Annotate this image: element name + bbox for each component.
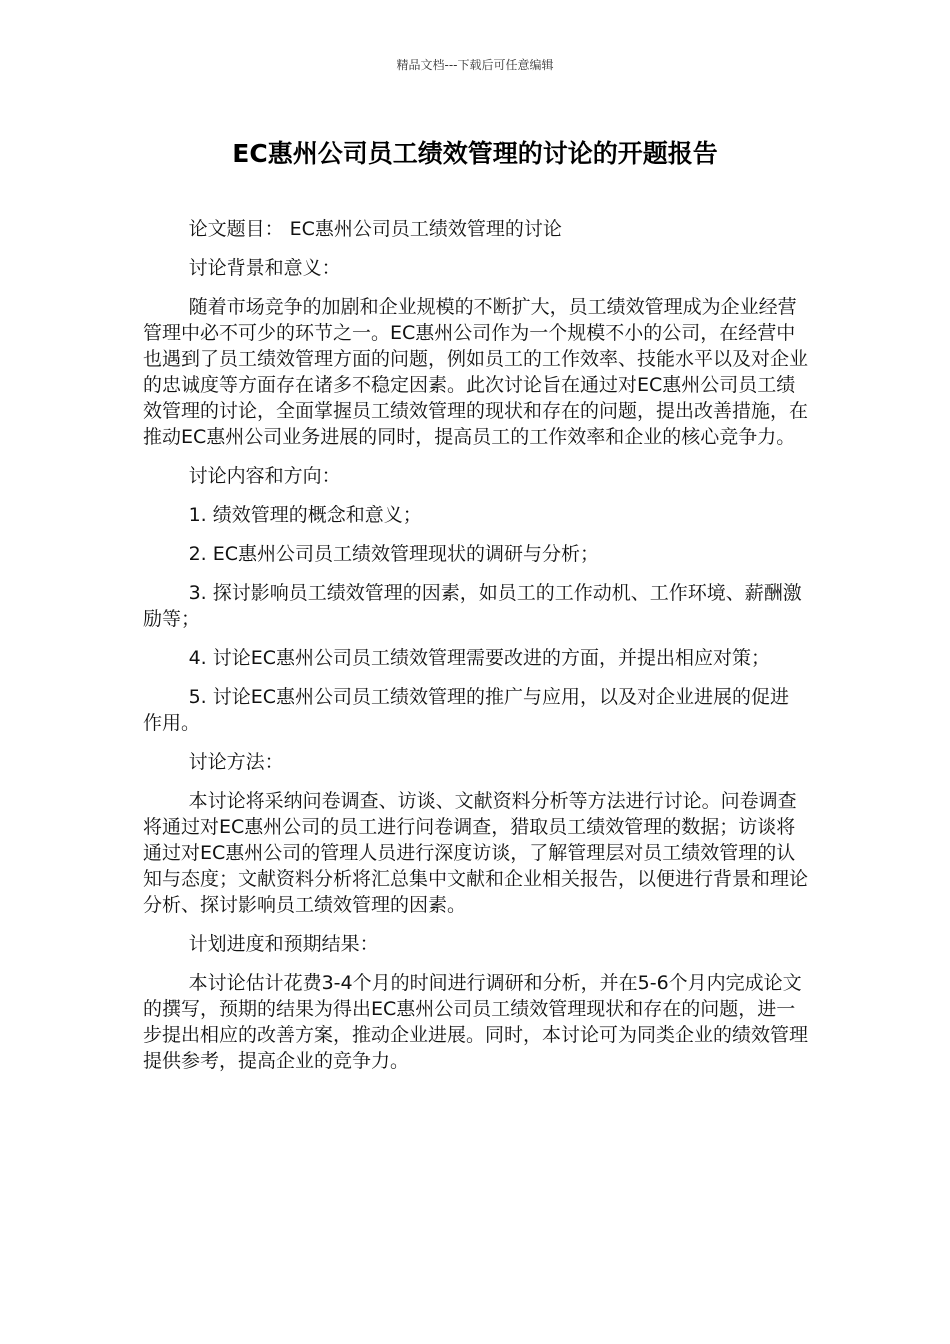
background-paragraph: 随着市场竞争的加剧和企业规模的不断扩大，员工绩效管理成为企业经营管理中必不可少的环节之一。EC惠州公司作为一个规模不小的公司，在经营中也遇到了员工绩效管理方面的问题，例如员工的工作效率、技能水平以及对企业的忠诚度等方面存在诸多不稳定因素。此次讨论旨在通过对EC惠州公司员工绩效管理的讨论，全面掌握员工绩效管理的现状和存在的问题，提出改善措施，在推动EC惠州公司业务进展的同时，提高员工的工作效率和企业的核心竞争力。	[143, 296, 809, 448]
document-title: EC惠州公司员工绩效管理的讨论的开题报告	[232, 139, 718, 168]
method-paragraph: 本讨论将采纳问卷调查、访谈、文献资料分析等方法进行讨论。问卷调查将通过对EC惠州公司的员工进行问卷调查，猎取员工绩效管理的数据；访谈将通过对EC惠州公司的管理人员进行深度访谈，了解管理层对员工绩效管理的认知与态度；文献资料分析将汇总集中文献和企业相关报告，以便进行背景和理论分析、探讨影响员工绩效管理的因素。	[143, 790, 809, 916]
content-item-4: 4. 讨论EC惠州公司员工绩效管理需要改进的方面，并提出相应对策；	[188, 647, 771, 669]
content-item-3: 3. 探讨影响员工绩效管理的因素，如员工的工作动机、工作环境、薪酬激励等；	[143, 582, 802, 630]
section-heading-content: 讨论内容和方向：	[188, 465, 341, 487]
document-body	[143, 216, 808, 1087]
schedule-paragraph: 本讨论估计花费3-4个月的时间进行调研和分析，并在5-6个月内完成论文的撰写，预期的结果为得出EC惠州公司员工绩效管理现状和存在的问题，进一步提出相应的改善方案，推动企业进展。同时，本讨论可为同类企业的绩效管理提供参考，提高企业的竞争力。	[143, 972, 809, 1072]
content-item-2: 2. EC惠州公司员工绩效管理现状的调研与分析；	[188, 543, 600, 565]
content-item-5: 5. 讨论EC惠州公司员工绩效管理的推广与应用，以及对企业进展的促进作用。	[143, 686, 790, 734]
thesis-topic-line: 论文题目： EC惠州公司员工绩效管理的讨论	[188, 218, 562, 240]
section-heading-method: 讨论方法：	[188, 751, 284, 773]
section-heading-schedule: 计划进度和预期结果：	[188, 933, 379, 955]
content-item-1: 1. 绩效管理的概念和意义；	[188, 504, 422, 526]
section-heading-background: 讨论背景和意义：	[188, 257, 341, 279]
page-header-note: 精品文档---下载后可任意编辑	[396, 58, 554, 72]
